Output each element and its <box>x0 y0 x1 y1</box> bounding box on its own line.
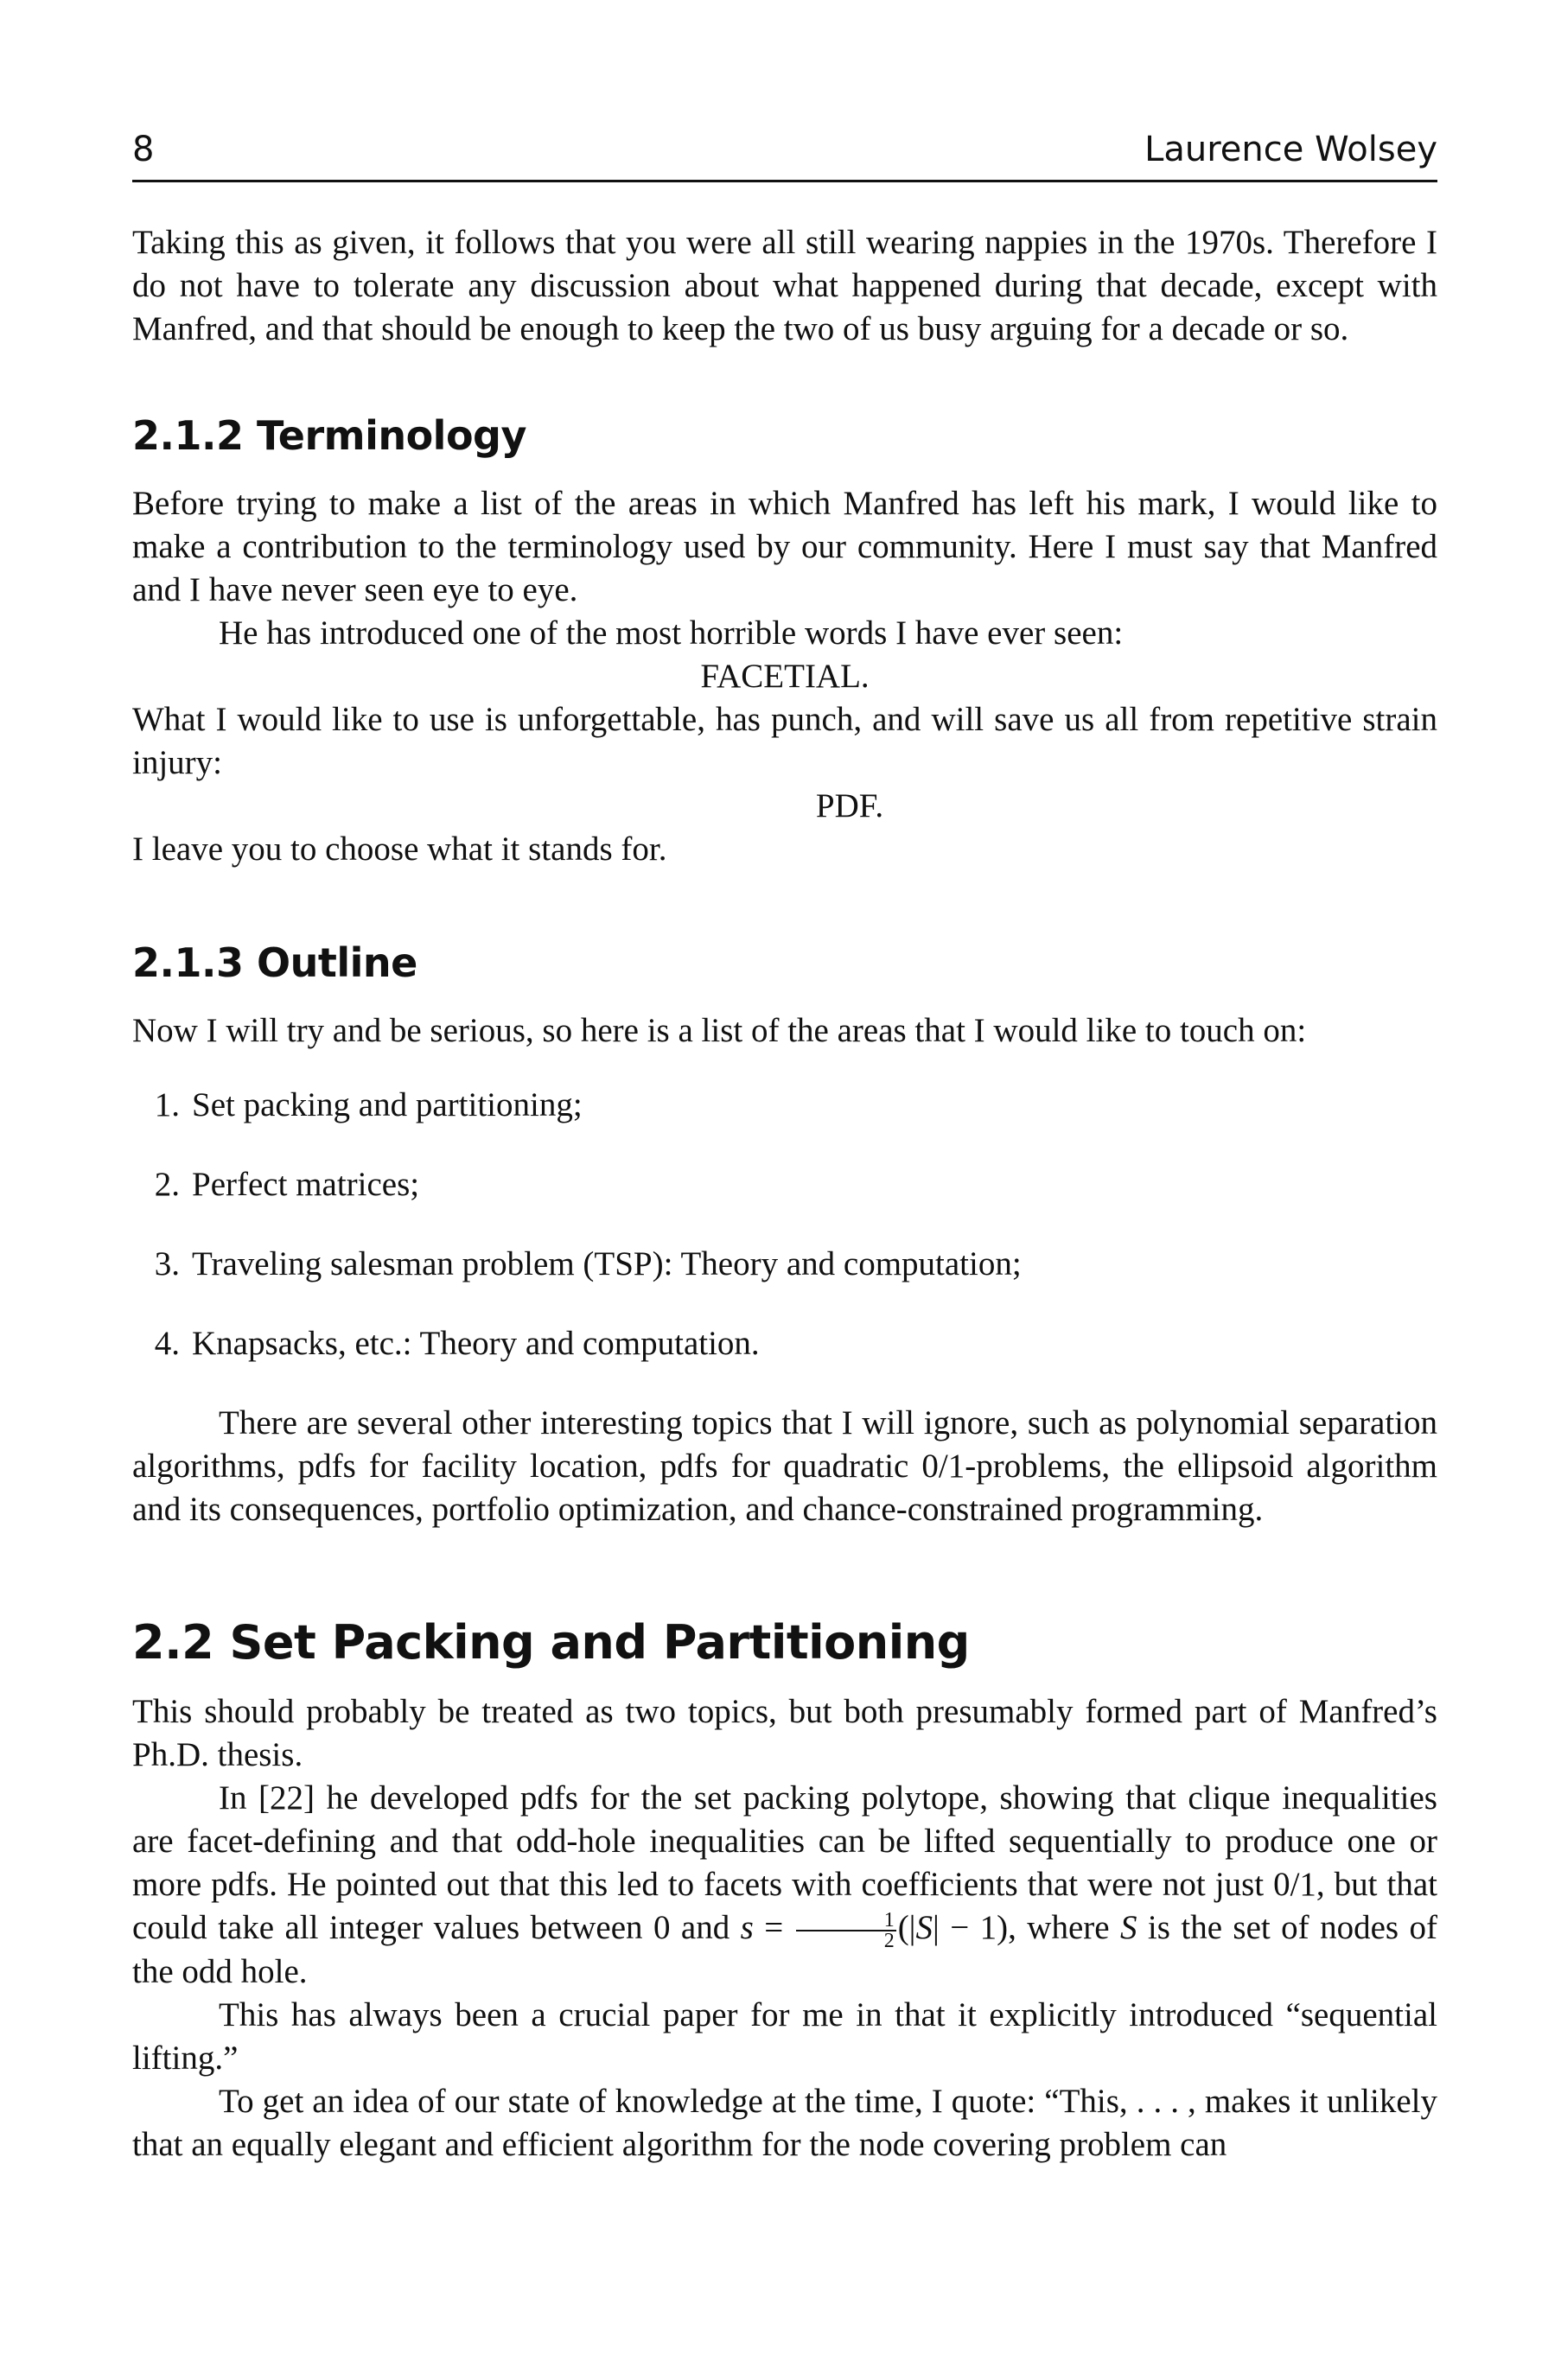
set-packing-paragraph-2 <box>132 1777 1437 1994</box>
page-number: 8 <box>132 130 155 169</box>
topics-list <box>132 1084 1437 1365</box>
list-item <box>132 1322 1437 1365</box>
list-item-text: Perfect matrices; <box>192 1166 420 1203</box>
set-packing-paragraph-1: This should probably be treated as two topics, but both presumably formed part of Manfred’s Ph.D. thesis. <box>132 1693 1437 1773</box>
list-item-number: 4. <box>154 1325 180 1362</box>
book-page <box>132 0 1437 2380</box>
list-item-number: 1. <box>154 1086 180 1123</box>
math-equals: = <box>753 1909 794 1946</box>
list-item-number: 3. <box>154 1245 180 1282</box>
math-expr-open: (| <box>897 1909 916 1946</box>
math-fraction <box>796 1909 896 1953</box>
pdf-word: PDF. <box>815 787 884 824</box>
outline-intro: Now I will try and be serious, so here is a list of the areas that I would like to touch on: <box>132 1012 1307 1049</box>
section-heading-terminology: 2.1.2 Terminology <box>132 412 526 459</box>
terminology-paragraph-1: Before trying to make a list of the areas in which Manfred has left his mark, I would like to make a contribution to the terminology used by our community. Here I must say that Manfred and I have never seen eye to eye. <box>132 485 1437 608</box>
section-heading-outline: 2.1.3 Outline <box>132 939 417 986</box>
list-item <box>132 1084 1437 1127</box>
terminology-paragraph-4: I leave you to choose what it stands for. <box>132 830 667 868</box>
set-packing-paragraph-3: This has always been a crucial paper for me in that it explicitly introduced “sequential lifting.” <box>132 1996 1437 2078</box>
set-packing-paragraph-4: To get an idea of our state of knowledge at the time, I quote: “This, . . . , makes it unlikely that an equally elegant and efficient algorithm for the node covering problem can <box>132 2083 1437 2164</box>
list-item-text: Knapsacks, etc.: Theory and computation. <box>192 1325 760 1362</box>
paragraph-text: is the set of nodes of the odd hole. <box>132 1909 1437 1991</box>
facetial-word: FACETIAL. <box>700 658 870 695</box>
terminology-paragraph-2: He has introduced one of the most horrible words I have ever seen: <box>219 614 1124 652</box>
running-head-author: Laurence Wolsey <box>1144 130 1437 169</box>
math-variable-S: S <box>1120 1909 1137 1946</box>
math-variable-S: S <box>915 1909 933 1946</box>
paragraph-text: In [22] he developed pdfs for the set packing polytope, showing that clique inequalities are facet-defining and that odd-hole inequalities can be lifted sequentially to produce one or more pdfs. He pointed out that this led to facets with coefficients that were not just 0/1, but that could take all integer values between 0 and <box>132 1779 1437 1946</box>
section-heading-set-packing: 2.2 Set Packing and Partitioning <box>132 1615 970 1670</box>
running-header <box>132 128 1437 182</box>
intro-paragraph: Taking this as given, it follows that you were all still wearing nappies in the 1970s. Therefore I do not have to tolerate any discussion about what happened during that decade, except with Manfred, and that should be enough to keep the two of us busy arguing for a decade or so. <box>132 224 1437 347</box>
terminology-paragraph-3: What I would like to use is unforgettable, has punch, and will save us all from repetitive strain injury: <box>132 701 1437 781</box>
fraction-numerator: 1 <box>796 1911 896 1931</box>
outline-closing-paragraph: There are several other interesting topics that I will ignore, such as polynomial separation algorithms, pdfs for facility location, pdfs for quadratic 0/1-problems, the ellipsoid algorithm and its consequences, portfolio optimization, and chance-constrained programming. <box>132 1404 1437 1528</box>
math-expr-close: | − 1), where <box>932 1909 1120 1946</box>
page-body <box>132 221 1437 2167</box>
list-item-text: Set packing and partitioning; <box>192 1086 583 1123</box>
list-item <box>132 1163 1437 1206</box>
fraction-denominator: 2 <box>883 1930 895 1953</box>
list-item <box>132 1243 1437 1286</box>
list-item-number: 2. <box>154 1166 180 1203</box>
list-item-text: Traveling salesman problem (TSP): Theory and computation; <box>192 1245 1022 1282</box>
math-variable-s: s <box>740 1909 754 1946</box>
